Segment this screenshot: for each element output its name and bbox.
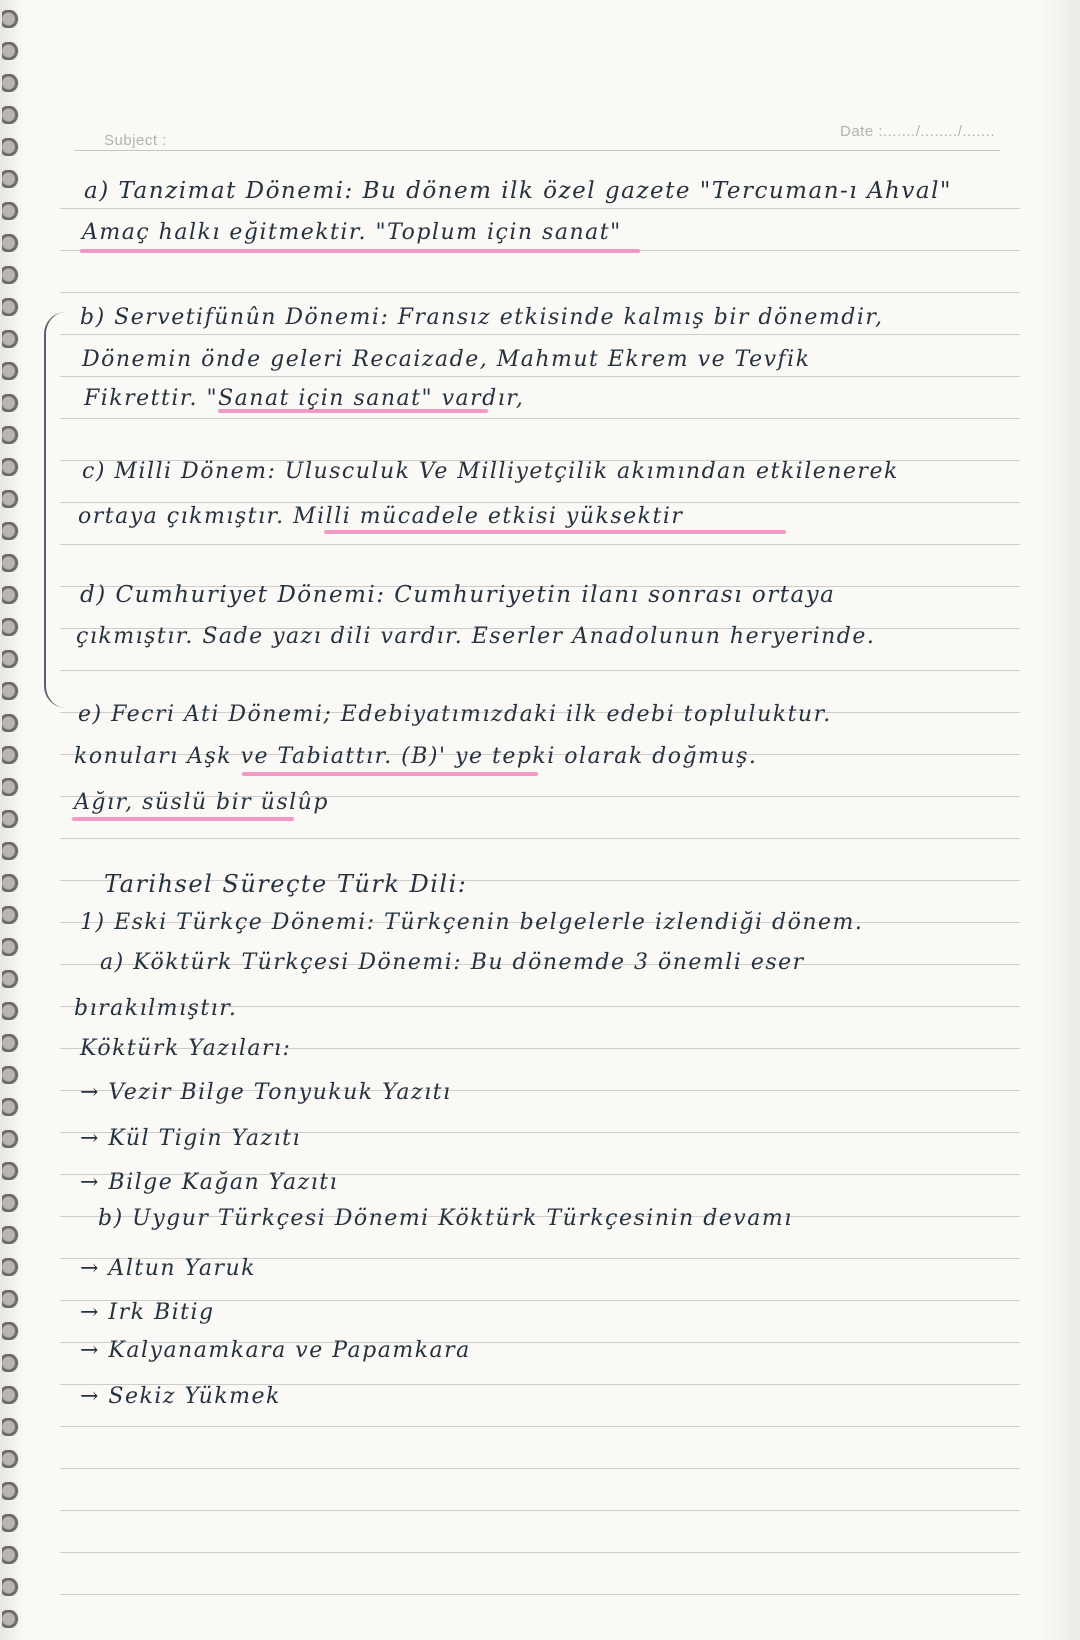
binding-ring (2, 746, 24, 764)
binding-ring (2, 874, 24, 892)
list-item-bilge-kagan: → Bilge Kağan Yazıtı (80, 1170, 339, 1195)
note-line-servetifunun-3: Fikrettir. "Sanat için sanat" vardır, (84, 386, 525, 411)
ruled-line (60, 1552, 1020, 1553)
binding-ring (2, 1482, 24, 1500)
binding-ring (2, 298, 24, 316)
binding-ring (2, 106, 24, 124)
highlight-underline (242, 772, 538, 776)
ruled-line (60, 670, 1020, 671)
ruled-line (60, 1510, 1020, 1511)
binding-ring (2, 938, 24, 956)
ruled-line (60, 334, 1020, 335)
binding-ring (2, 1226, 24, 1244)
note-line-cumhuriyet-1: d) Cumhuriyet Dönemi: Cumhuriyetin ilanı sonrası ortaya (80, 582, 836, 608)
note-line-fecri-ati-3: Ağır, süslü bir üslûp (74, 790, 329, 815)
binding-ring (2, 1162, 24, 1180)
date-label: Date :......./......../....... (840, 123, 996, 140)
binding-ring (2, 1450, 24, 1468)
note-line-servetifunun-2: Dönemin önde geleri Recaizade, Mahmut Ekrem ve Tevfik (82, 347, 811, 372)
highlight-underline (72, 817, 294, 821)
binding-ring (2, 778, 24, 796)
binding-ring (2, 650, 24, 668)
binding-ring (2, 1354, 24, 1372)
note-line-markup-kokturk-1: a) Köktürk Türkçesi Dönemi: Bu dönemde 3 önemli eser (100, 950, 805, 975)
binding-ring (2, 1098, 24, 1116)
note-line-fecri-ati-2: konuları Aşk ve Tabiattır. (B)' ye tepki olarak doğmuş. (74, 744, 758, 769)
ruled-line (60, 838, 1020, 839)
note-line-uygur: b) Uygur Türkçesi Dönemi Köktürk Türkçesinin devamı (98, 1206, 793, 1231)
binding-ring (2, 1034, 24, 1052)
list-item-sekiz-yukmek: → Sekiz Yükmek (80, 1384, 281, 1409)
binding-ring (2, 1578, 24, 1596)
highlight-underline (80, 249, 640, 253)
binding-ring (2, 1546, 24, 1564)
binding-ring (2, 170, 24, 188)
note-line-kokturk-yazilari: Köktürk Yazıları: (80, 1036, 292, 1061)
binding-ring (2, 682, 24, 700)
list-item-tonyukuk: → Vezir Bilge Tonyukuk Yazıtı (80, 1080, 452, 1105)
binding-ring (2, 1130, 24, 1148)
ruled-line (60, 418, 1020, 419)
note-line-milli-2: ortaya çıkmıştır. Milli mücadele etkisi yüksektir (78, 504, 684, 529)
note-line-tanzimat-1: a) Tanzimat Dönemi: Bu dönem ilk özel gazete "Tercuman-ı Ahval" (84, 178, 953, 204)
binding-ring (2, 554, 24, 572)
binding-ring (2, 394, 24, 412)
note-line-fecri-ati-1: e) Fecri Ati Dönemi; Edebiyatımızdaki ilk edebi topluluktur. (78, 702, 832, 727)
binding-ring (2, 1258, 24, 1276)
binding-ring (2, 1002, 24, 1020)
ruled-line (60, 292, 1020, 293)
binding-ring (2, 330, 24, 348)
binding-ring (2, 490, 24, 508)
header-rule (74, 150, 1000, 151)
binding-ring (2, 10, 24, 28)
note-line-milli-1: c) Milli Dönem: Ulusculuk Ve Milliyetçilik akımından etkilenerek (82, 459, 899, 484)
ruled-line (60, 544, 1020, 545)
binding-ring (2, 522, 24, 540)
binding-ring (2, 74, 24, 92)
binding-ring (2, 42, 24, 60)
highlight-underline (324, 530, 786, 534)
binding-ring (2, 1322, 24, 1340)
binding-ring (2, 1066, 24, 1084)
ruled-line (60, 376, 1020, 377)
page-edge-shadow (1040, 0, 1080, 1640)
binding-ring (2, 714, 24, 732)
ruled-line (60, 1426, 1020, 1427)
note-line-cumhuriyet-2: çıkmıştır. Sade yazı dili vardır. Eserler Anadolunun heryerinde. (76, 624, 876, 649)
list-item-altun-yaruk: → Altun Yaruk (80, 1256, 256, 1281)
binding-ring (2, 138, 24, 156)
ruled-line (60, 1594, 1020, 1595)
binding-ring (2, 426, 24, 444)
binding-ring (2, 202, 24, 220)
ruled-line (60, 502, 1020, 503)
binding-ring (2, 1610, 24, 1628)
binding-ring (2, 618, 24, 636)
binding-ring (2, 362, 24, 380)
list-item-irk-bitig: → Irk Bitig (80, 1300, 215, 1325)
binding-ring (2, 1194, 24, 1212)
binding-ring (2, 266, 24, 284)
binding-ring (2, 970, 24, 988)
binding-ring (2, 810, 24, 828)
list-item-kul-tigin: → Kül Tigin Yazıtı (80, 1126, 302, 1151)
ruled-line (60, 208, 1020, 209)
binding-ring (2, 1290, 24, 1308)
binding-ring (2, 1514, 24, 1532)
binding-ring (2, 586, 24, 604)
note-line-tanzimat-2: Amaç halkı eğitmektir. "Toplum için sanat" (82, 220, 622, 245)
list-item-kalyanamkara: → Kalyanamkara ve Papamkara (80, 1338, 471, 1363)
section-heading-tarihsel: Tarihsel Süreçte Türk Dili: (104, 870, 468, 898)
binding-ring (2, 906, 24, 924)
binding-ring (2, 458, 24, 476)
binding-ring (2, 1386, 24, 1404)
subject-label: Subject : (104, 132, 167, 149)
binding-ring (2, 842, 24, 860)
binding-ring (2, 1418, 24, 1436)
ruled-line (60, 1468, 1020, 1469)
note-line-eski-turkce: 1) Eski Türkçe Dönemi: Türkçenin belgelerle izlendiği dönem. (80, 910, 864, 935)
grouping-bracket (44, 312, 66, 708)
note-line-kokturk-2: bırakılmıştır. (74, 996, 238, 1021)
note-line-servetifunun-1: b) Servetifünûn Dönemi: Fransız etkisinde kalmış bir dönemdir, (80, 305, 884, 330)
binding-ring (2, 234, 24, 252)
